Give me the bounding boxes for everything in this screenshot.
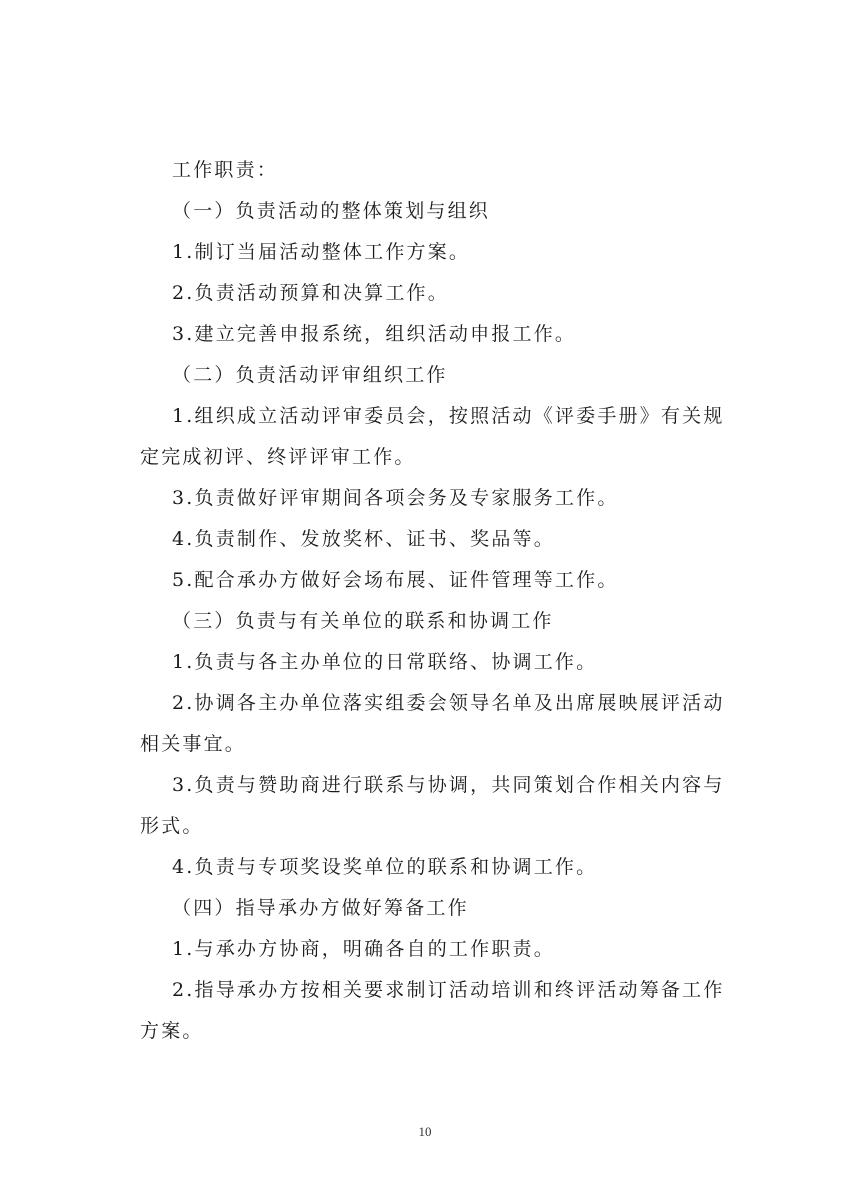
paragraph: 4.负责制作、发放奖杯、证书、奖品等。 xyxy=(172,528,555,550)
section-heading: （四）指导承办方做好筹备工作 xyxy=(172,897,469,919)
paragraph: 5.配合承办方做好会场布展、证件管理等工作。 xyxy=(172,569,619,591)
paragraph: 工作职责： xyxy=(172,159,279,181)
paragraph: 3.建立完善申报系统，组织活动申报工作。 xyxy=(172,323,577,345)
page-number: 10 xyxy=(418,1124,432,1139)
section-heading: （一）负责活动的整体策划与组织 xyxy=(172,200,491,222)
paragraph: 1.制订当届活动整体工作方案。 xyxy=(172,241,471,263)
paragraph: 1.与承办方协商，明确各自的工作职责。 xyxy=(172,938,555,960)
section-heading: （二）负责活动评审组织工作 xyxy=(172,364,448,386)
paragraph: 4.负责与专项奖设奖单位的联系和协调工作。 xyxy=(172,856,598,878)
paragraph: 2.协调各主办单位落实组委会领导名单及出席展映展评活动相关事宜。 xyxy=(140,692,725,755)
section-heading: （三）负责与有关单位的联系和协调工作 xyxy=(172,610,554,632)
paragraph: 2.指导承办方按相关要求制订活动培训和终评活动筹备工作方案。 xyxy=(140,979,725,1042)
paragraph: 2.负责活动预算和决算工作。 xyxy=(172,282,449,304)
document-body xyxy=(140,150,740,1052)
paragraph: 1.组织成立活动评审委员会，按照活动《评委手册》有关规定完成初评、终评评审工作。 xyxy=(140,405,725,468)
paragraph: 3.负责与赞助商进行联系与协调，共同策划合作相关内容与形式。 xyxy=(140,774,725,837)
paragraph: 3.负责做好评审期间各项会务及专家服务工作。 xyxy=(172,487,619,509)
paragraph: 1.负责与各主办单位的日常联络、协调工作。 xyxy=(172,651,598,673)
